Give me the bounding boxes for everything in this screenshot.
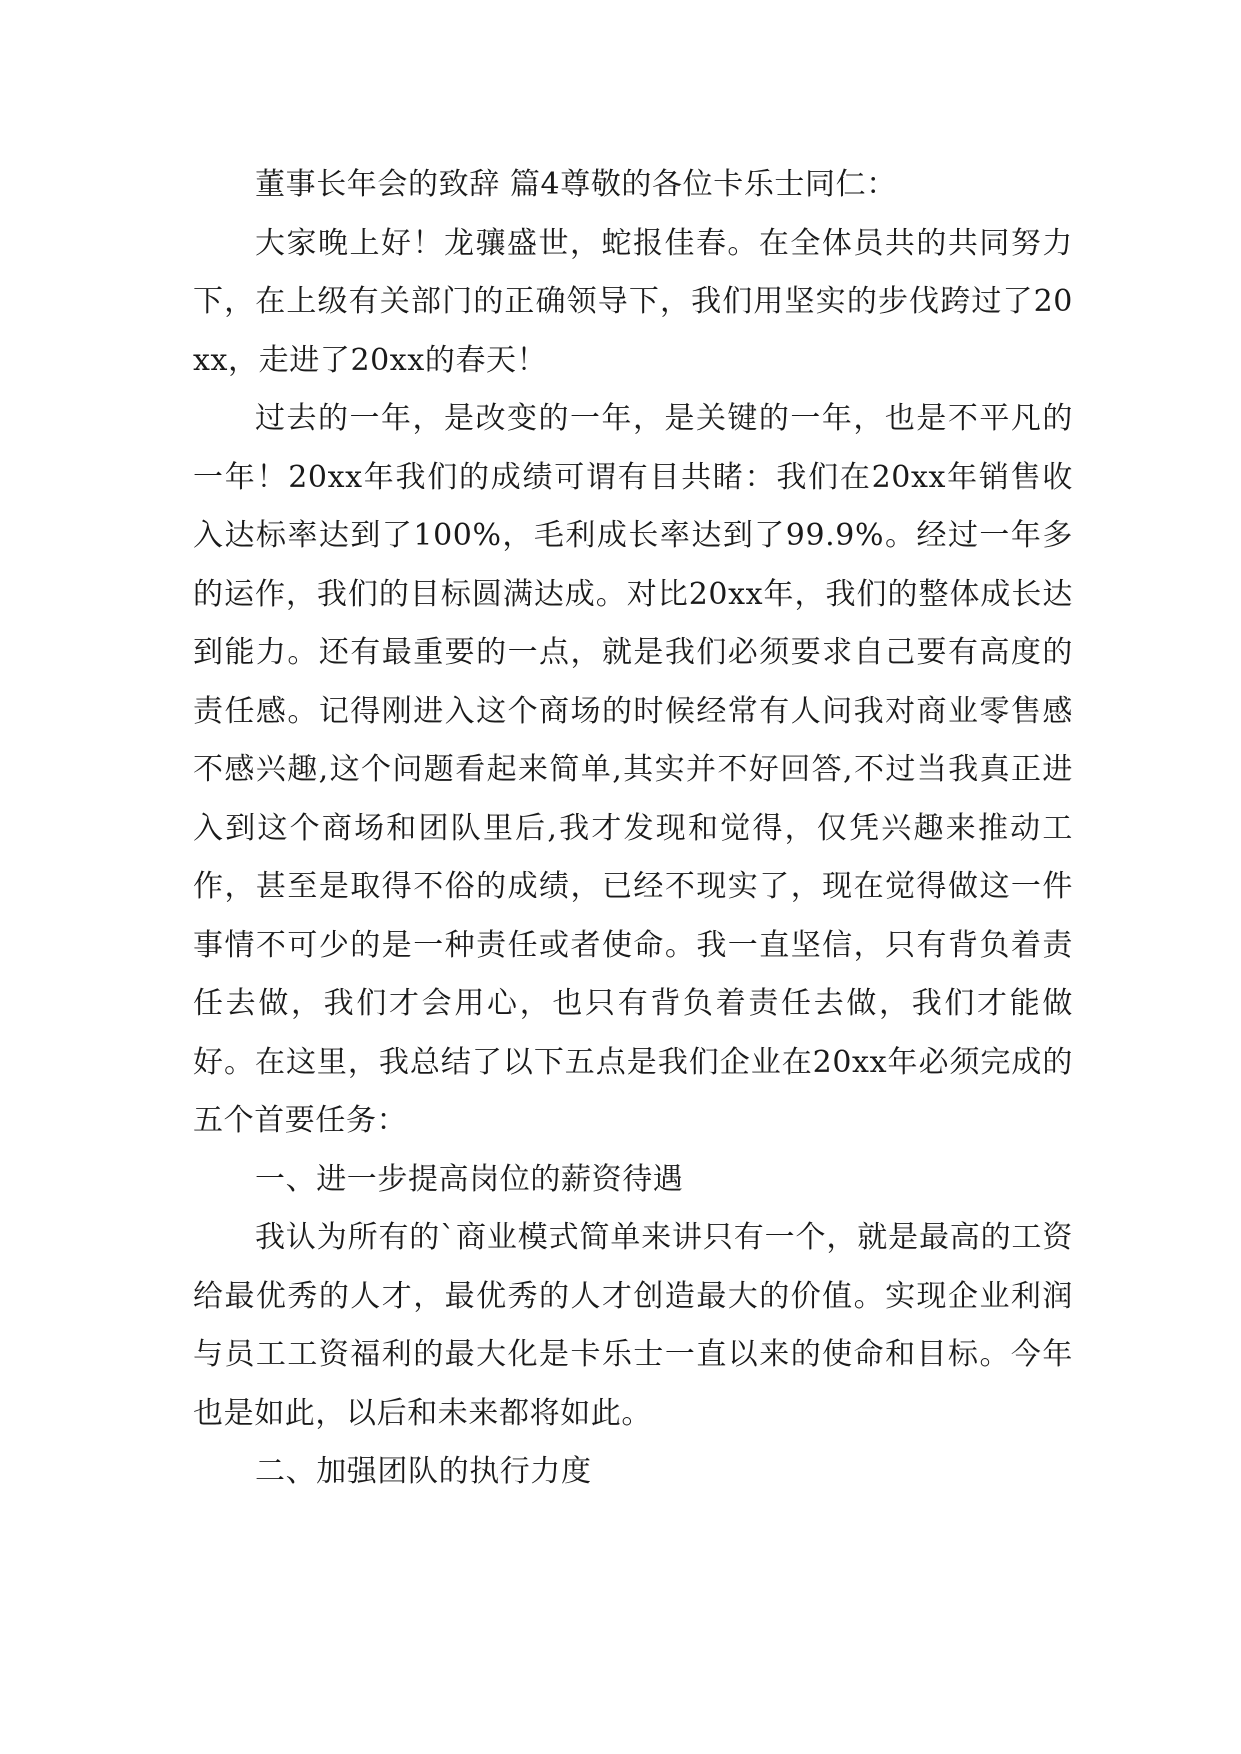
body-paragraph: 我认为所有的`商业模式简单来讲只有一个，就是最高的工资给最优秀的人才，最优秀的人才创造最大的价值。实现企业利润与员工工资福利的最大化是卡乐士一直以来的使命和目标。今年也是如此，以后和未来都将如此。 xyxy=(193,1220,1073,1431)
body-paragraph: 大家晚上好！龙骧盛世，蛇报佳春。在全体员共的共同努力下，在上级有关部门的正确领导下，我们用坚实的步伐跨过了20xx，走进了20xx的春天！ xyxy=(193,225,1073,378)
heading-paragraph: 董事长年会的致辞 篇4尊敬的各位卡乐士同仁： xyxy=(255,167,897,202)
section-heading: 一、进一步提高岗位的薪资待遇 xyxy=(255,1161,684,1197)
section-heading: 二、加强团队的执行力度 xyxy=(255,1454,592,1489)
document-body xyxy=(193,156,1073,1502)
body-paragraph: 过去的一年，是改变的一年，是关键的一年，也是不平凡的一年！20xx年我们的成绩可谓有目共睹：我们在20xx年销售收入达标率达到了100%，毛利成长率达到了99.9%。经过一年多的运作，我们的目标圆满达成。对比20xx年，我们的整体成长达到能力。还有最重要的一点，就是我们必须要求自己要有高度的责任感。记得刚进入这个商场的时候经常有人问我对商业零售感不感兴趣,这个问题看起来简单,其实并不好回答,不过当我真正进入到这个商场和团队里后,我才发现和觉得，仅凭兴趣来推动工作，甚至是取得不俗的成绩，已经不现实了，现在觉得做这一件事情不可少的是一种责任或者使命。我一直坚信，只有背负着责任去做，我们才会用心，也只有背负着责任去做，我们才能做好。在这里，我总结了以下五点是我们企业在20xx年必须完成的五个首要任务： xyxy=(193,401,1073,1138)
